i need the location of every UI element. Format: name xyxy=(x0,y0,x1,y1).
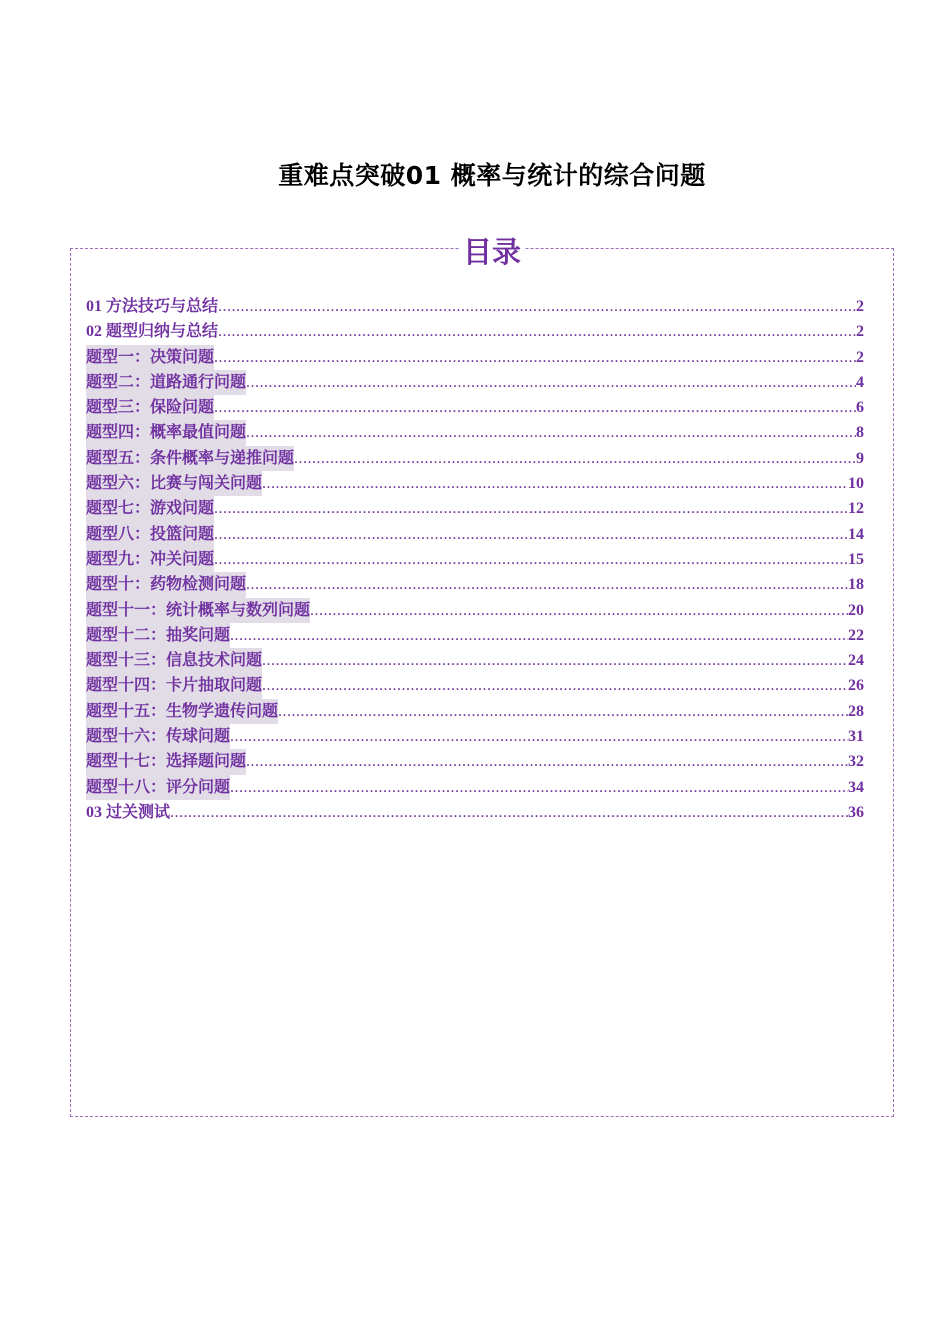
toc-entry-label: 题型十五：生物学遗传问题 xyxy=(86,699,278,724)
toc-entry[interactable] xyxy=(86,775,864,800)
toc-entry[interactable] xyxy=(86,395,864,420)
toc-entry-page: 2 xyxy=(856,323,864,341)
toc-entry-page: 9 xyxy=(856,449,864,467)
toc-leader-dots xyxy=(246,420,856,445)
toc-entry-label: 题型二：道路通行问题 xyxy=(86,370,246,395)
toc-entry-label: 题型十四：卡片抽取问题 xyxy=(86,673,262,698)
toc-leader-dots xyxy=(294,446,856,471)
toc-entry[interactable] xyxy=(86,749,864,774)
toc-leader-dots xyxy=(214,496,848,521)
toc-leader-dots xyxy=(262,673,848,698)
toc-entry-page: 14 xyxy=(848,525,864,543)
toc-entry[interactable] xyxy=(86,471,864,496)
toc-entry[interactable] xyxy=(86,496,864,521)
toc-entry-label: 题型十六：传球问题 xyxy=(86,724,230,749)
toc-entry-page: 24 xyxy=(848,652,864,670)
toc-entry-page: 31 xyxy=(848,728,864,746)
toc-entry-page: 20 xyxy=(848,601,864,619)
toc-entry[interactable] xyxy=(86,345,864,370)
toc-leader-dots xyxy=(246,749,848,774)
toc-entry-page: 26 xyxy=(848,677,864,695)
toc-entry-page: 6 xyxy=(856,399,864,417)
toc-entry-label: 03 过关测试 xyxy=(86,803,171,821)
toc-leader-dots xyxy=(218,294,856,319)
toc-leader-dots xyxy=(214,395,856,420)
toc-entry-page: 34 xyxy=(848,778,864,796)
toc-entry-label: 题型八：投篮问题 xyxy=(86,522,214,547)
toc-entry-page: 32 xyxy=(848,753,864,771)
toc-leader-dots xyxy=(246,572,848,597)
toc-list xyxy=(86,294,864,825)
toc-entry-page: 18 xyxy=(848,576,864,594)
toc-entry-label: 题型六：比赛与闯关问题 xyxy=(86,471,262,496)
toc-entry[interactable] xyxy=(86,598,864,623)
toc-entry-label: 题型十：药物检测问题 xyxy=(86,572,246,597)
toc-leader-dots xyxy=(170,800,848,825)
toc-entry[interactable] xyxy=(86,522,864,547)
toc-entry-page: 22 xyxy=(848,626,864,644)
toc-entry[interactable] xyxy=(86,800,864,825)
toc-entry-page: 15 xyxy=(848,550,864,568)
toc-entry[interactable] xyxy=(86,319,864,344)
toc-entry[interactable] xyxy=(86,370,864,395)
toc-entry-label: 题型十七：选择题问题 xyxy=(86,749,246,774)
toc-entry-label: 题型五：条件概率与递推问题 xyxy=(86,446,294,471)
toc-entry-page: 8 xyxy=(856,424,864,442)
toc-heading xyxy=(0,232,950,272)
toc-leader-dots xyxy=(230,775,848,800)
toc-leader-dots xyxy=(218,319,856,344)
toc-entry[interactable] xyxy=(86,623,864,648)
toc-entry-label: 题型一：决策问题 xyxy=(86,345,214,370)
toc-entry[interactable] xyxy=(86,648,864,673)
toc-entry-page: 36 xyxy=(848,803,864,821)
toc-leader-dots xyxy=(278,699,848,724)
toc-entry-label: 题型十一：统计概率与数列问题 xyxy=(86,598,310,623)
toc-entry-label: 02 题型归纳与总结 xyxy=(86,323,219,341)
toc-entry-label: 题型九：冲关问题 xyxy=(86,547,214,572)
toc-entry[interactable] xyxy=(86,420,864,445)
toc-entry-label: 题型十二：抽奖问题 xyxy=(86,623,230,648)
toc-entry[interactable] xyxy=(86,699,864,724)
toc-entry-label: 01 方法技巧与总结 xyxy=(86,298,219,315)
toc-leader-dots xyxy=(214,522,848,547)
toc-leader-dots xyxy=(230,623,848,648)
toc-entry-label: 题型七：游戏问题 xyxy=(86,496,214,521)
toc-entry-page: 2 xyxy=(856,298,864,315)
toc-entry-label: 题型三：保险问题 xyxy=(86,395,214,420)
toc-entry[interactable] xyxy=(86,724,864,749)
toc-entry[interactable] xyxy=(86,572,864,597)
toc-entry-page: 10 xyxy=(848,475,864,493)
toc-leader-dots xyxy=(310,598,848,623)
toc-entry-page: 28 xyxy=(848,702,864,720)
toc-leader-dots xyxy=(262,471,848,496)
toc-leader-dots xyxy=(262,648,848,673)
toc-entry-page: 12 xyxy=(848,500,864,518)
toc-entry-label: 题型十三：信息技术问题 xyxy=(86,648,262,673)
toc-heading-text: 目录 xyxy=(459,235,525,269)
toc-entry-page: 4 xyxy=(856,373,864,391)
document-title: 重难点突破01 概率与统计的综合问题 xyxy=(278,161,706,190)
toc-entry[interactable] xyxy=(86,673,864,698)
toc-entry[interactable] xyxy=(86,446,864,471)
toc-leader-dots xyxy=(246,370,856,395)
toc-entry-page: 2 xyxy=(856,348,864,366)
toc-entry-label: 题型四：概率最值问题 xyxy=(86,420,246,445)
toc-entry-label: 题型十八：评分问题 xyxy=(86,775,230,800)
toc-entry[interactable] xyxy=(86,294,864,319)
toc-leader-dots xyxy=(230,724,848,749)
toc-entry[interactable] xyxy=(86,547,864,572)
toc-leader-dots xyxy=(214,345,856,370)
toc-leader-dots xyxy=(214,547,848,572)
